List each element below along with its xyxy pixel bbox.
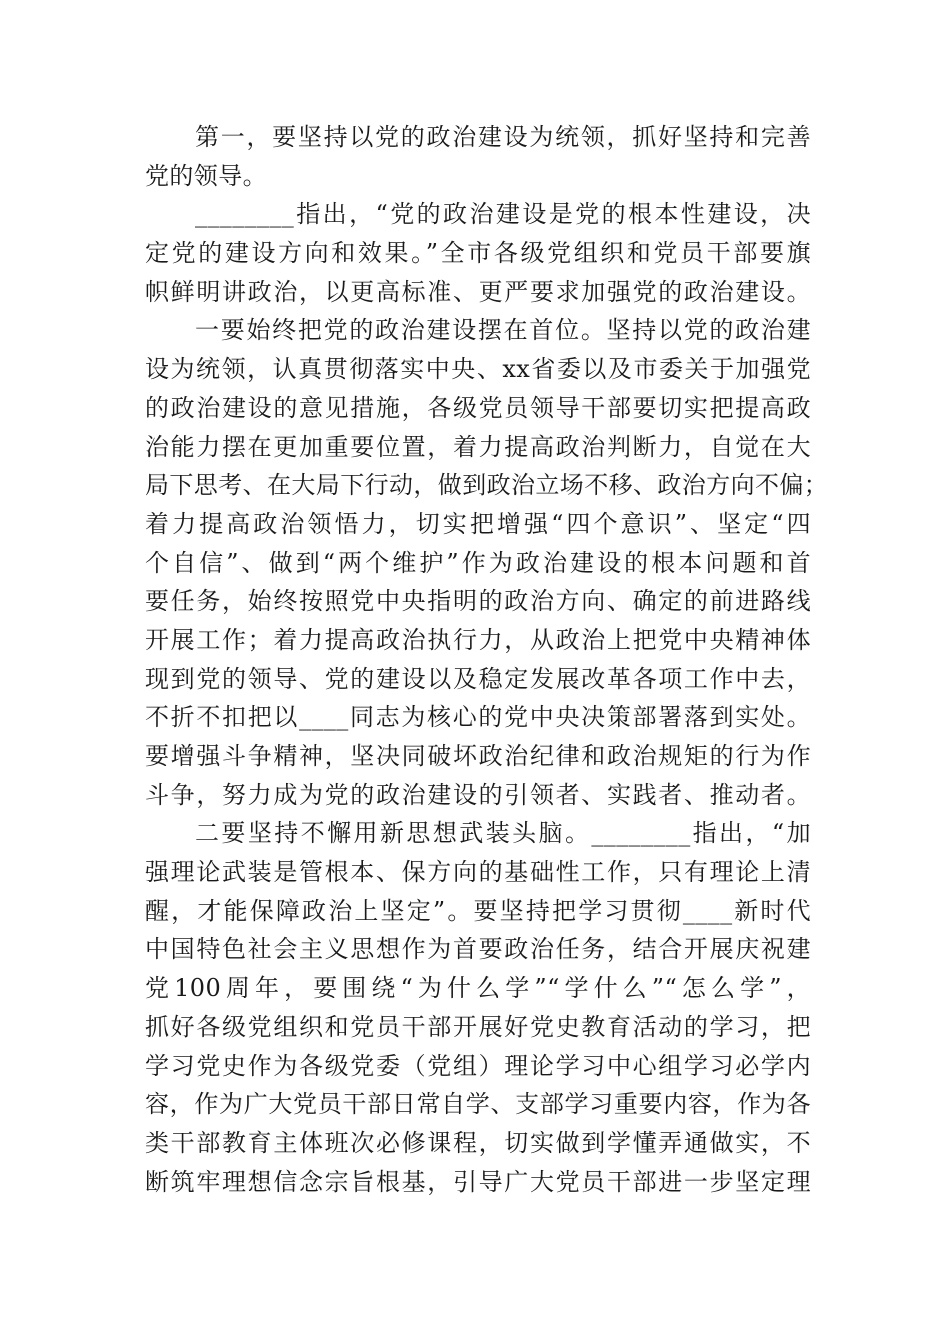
paragraph-4-line-4: 中国特色社会主义思想作为首要政治任务，结合开展庆祝建 (145, 935, 811, 964)
paragraph-4-line-7: 学习党史作为各级党委（党组）理论学习中心组学习必学内 (145, 1051, 811, 1080)
paragraph-4-line-10: 断筑牢理想信念宗旨根基，引导广大党员干部进一步坚定理 (145, 1167, 811, 1196)
paragraph-4-line-5: 党100周年，要围绕“为什么学”“学什么”“怎么学”， (145, 974, 811, 1003)
paragraph-4-line-8: 容，作为广大党员干部日常自学、支部学习重要内容，作为各 (145, 1090, 811, 1119)
paragraph-3-line-11: 不折不扣把以____同志为核心的党中央决策部署落到实处。 (145, 703, 811, 732)
paragraph-1-line-1: 第一，要坚持以党的政治建设为统领，抓好坚持和完善 (195, 123, 811, 151)
paragraph-3-line-13: 斗争，努力成为党的政治建设的引领者、实践者、推动者。 (145, 780, 811, 809)
paragraph-3-line-12: 要增强斗争精神，坚决同破坏政治纪律和政治规矩的行为作 (145, 742, 811, 770)
paragraph-3-line-9: 开展工作；着力提高政治执行力，从政治上把党中央精神体 (145, 625, 811, 654)
paragraph-2-line-3: 帜鲜明讲政治，以更高标准、更严要求加强党的政治建设。 (145, 277, 811, 306)
paragraph-3-line-1: 一要始终把党的政治建设摆在首位。坚持以党的政治建 (195, 316, 811, 345)
paragraph-1-line-2: 党的领导。 (145, 161, 267, 190)
paragraph-2-line-2: 定党的建设方向和效果。”全市各级党组织和党员干部要旗 (145, 239, 811, 268)
paragraph-2-line-1: ________指出，“党的政治建设是党的根本性建设，决 (195, 200, 811, 229)
paragraph-3-line-3: 的政治建设的意见措施，各级党员领导干部要切实把提高政 (145, 393, 811, 422)
paragraph-4-line-3: 醒，才能保障政治上坚定”。要坚持把学习贯彻____新时代 (145, 896, 811, 925)
paragraph-3-line-2: 设为统领，认真贯彻落实中央、xx省委以及市委关于加强党 (145, 355, 811, 384)
paragraph-3-line-10: 现到党的领导、党的建设以及稳定发展改革各项工作中去， (145, 664, 811, 693)
paragraph-3-line-5: 局下思考、在大局下行动，做到政治立场不移、政治方向不偏； (145, 471, 829, 500)
paragraph-4-line-9: 类干部教育主体班次必修课程，切实做到学懂弄通做实，不 (145, 1128, 811, 1157)
paragraph-4-line-6: 抓好各级党组织和党员干部开展好党史教育活动的学习，把 (145, 1012, 811, 1041)
paragraph-3-line-6: 着力提高政治领悟力，切实把增强“四个意识”、坚定“四 (145, 509, 811, 538)
paragraph-3-line-8: 要任务，始终按照党中央指明的政治方向、确定的前进路线 (145, 587, 811, 616)
paragraph-4-line-1: 二要坚持不懈用新思想武装头脑。________指出，“加 (195, 819, 811, 848)
paragraph-3-line-4: 治能力摆在更加重要位置，着力提高政治判断力，自觉在大 (145, 432, 811, 461)
paragraph-3-line-7: 个自信”、做到“两个维护”作为政治建设的根本问题和首 (145, 548, 811, 577)
document-body (145, 118, 829, 1201)
paragraph-4-line-2: 强理论武装是管根本、保方向的基础性工作，只有理论上清 (145, 858, 811, 887)
